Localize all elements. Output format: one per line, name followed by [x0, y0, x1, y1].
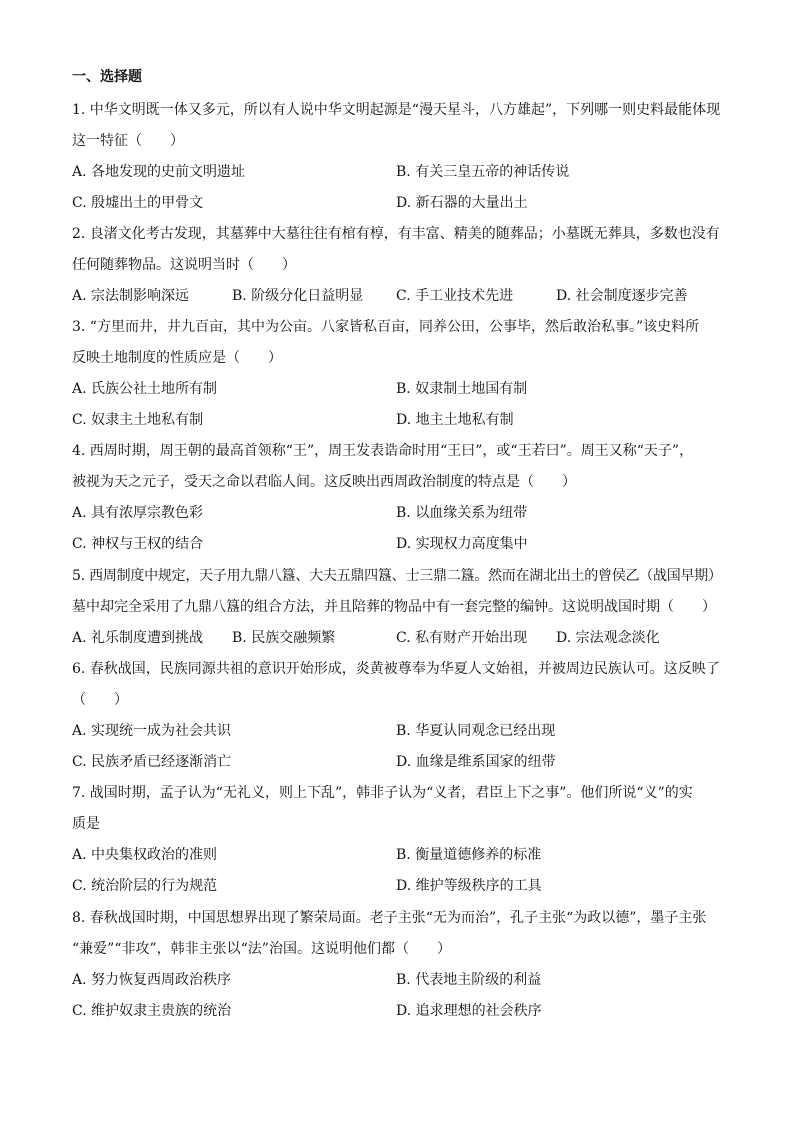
- question-8-line-2: “兼爱”“非攻”，韩非主张以“法”治国。这说明他们都（ ）: [72, 941, 451, 957]
- question-4-option-d: D. 实现权力高度集中: [396, 536, 528, 552]
- question-6-line-2: （ ）: [72, 692, 128, 708]
- question-7-option-a: A. 中央集权政治的准则: [72, 847, 218, 863]
- question-8-option-d: D. 追求理想的社会秩序: [396, 1003, 542, 1019]
- question-3-option-c: C. 奴隶主土地私有制: [72, 412, 204, 428]
- question-2-option-b: B. 阶级分化日益明显: [232, 288, 364, 304]
- question-3-option-b: B. 奴隶制土地国有制: [396, 381, 528, 397]
- question-5-option-d: D. 宗法观念淡化: [556, 630, 660, 646]
- question-1-option-c: C. 殷墟出土的甲骨文: [72, 195, 204, 211]
- question-1-option-b: B. 有关三皇五帝的神话传说: [396, 164, 570, 180]
- section-title: 一、选择题: [72, 69, 142, 85]
- question-4-line-2: 被视为天之元子，受天之命以君临人间。这反映出西周政治制度的特点是（ ）: [72, 474, 576, 490]
- question-3-option-a: A. 氏族公社土地所有制: [72, 381, 218, 397]
- question-3-line-2: 反映土地制度的性质应是（ ）: [72, 350, 282, 366]
- question-4-line-1: 4. 西周时期，周王朝的最高首领称“王”，周王发表诰命时用“王曰”，或“王若曰”。周王又称“天子”，: [72, 443, 694, 459]
- question-4-option-c: C. 神权与王权的结合: [72, 536, 204, 552]
- question-2-line-1: 2. 良渚文化考古发现，其墓葬中大墓往往有棺有椁，有丰富、精美的随葬品；小墓既无葬具，多数也没有: [72, 226, 720, 242]
- question-2-option-c: C. 手工业技术先进: [396, 288, 514, 304]
- question-1-line-1: 1. 中华文明既一体又多元，所以有人说中华文明起源是“漫天星斗，八方雄起”，下列哪一则史料最能体现: [72, 102, 721, 118]
- question-3-line-1: 3. “方里而井，井九百亩，其中为公亩。八家皆私百亩，同养公田，公事毕，然后敢治私事。”该史料所: [72, 319, 700, 335]
- question-5-line-2: 墓中却完全采用了九鼎八簋的组合方法，并且陪葬的物品中有一套完整的编钟。这说明战国时期（ ）: [72, 599, 716, 615]
- question-8-line-1: 8. 春秋战国时期，中国思想界出现了繁荣局面。老子主张“无为而治”，孔子主张“为政以德”，墨子主张: [72, 910, 707, 926]
- question-3-option-d: D. 地主土地私有制: [396, 412, 514, 428]
- question-5-option-c: C. 私有财产开始出现: [396, 630, 528, 646]
- question-2-option-d: D. 社会制度逐步完善: [556, 288, 688, 304]
- question-1-option-d: D. 新石器的大量出土: [396, 195, 528, 211]
- question-5-option-b: B. 民族交融频繁: [232, 630, 336, 646]
- question-2-option-a: A. 宗法制影响深远: [72, 288, 190, 304]
- question-2-line-2: 任何随葬物品。这说明当时（ ）: [72, 257, 296, 273]
- question-6-line-1: 6. 春秋战国，民族同源共祖的意识开始形成，炎黄被尊奉为华夏人文始祖，并被周边民族认可。这反映了: [72, 661, 720, 677]
- question-7-line-2: 质是: [72, 816, 100, 832]
- question-7-option-b: B. 衡量道德修养的标准: [396, 847, 542, 863]
- question-1-line-2: 这一特征（ ）: [72, 133, 184, 149]
- question-6-option-c: C. 民族矛盾已经逐渐消亡: [72, 754, 232, 770]
- question-8-option-b: B. 代表地主阶级的利益: [396, 972, 542, 988]
- question-8-option-a: A. 努力恢复西周政治秩序: [72, 972, 232, 988]
- question-8-option-c: C. 维护奴隶主贵族的统治: [72, 1003, 232, 1019]
- question-7-option-c: C. 统治阶层的行为规范: [72, 878, 218, 894]
- question-6-option-d: D. 血缘是维系国家的纽带: [396, 754, 556, 770]
- question-1-option-a: A. 各地发现的史前文明遗址: [72, 164, 246, 180]
- question-7-line-1: 7. 战国时期，孟子认为“无礼义，则上下乱”，韩非子认为“义者，君臣上下之事”。他们所说“义”的实: [72, 785, 693, 801]
- question-6-option-b: B. 华夏认同观念已经出现: [396, 723, 556, 739]
- question-5-option-a: A. 礼乐制度遭到挑战: [72, 630, 204, 646]
- question-5-line-1: 5. 西周制度中规定，天子用九鼎八簋、大夫五鼎四簋、士三鼎二簋。然而在湖北出土的曾侯乙（战国早期）: [72, 568, 722, 584]
- question-4-option-b: B. 以血缘关系为纽带: [396, 505, 528, 521]
- question-4-option-a: A. 具有浓厚宗教色彩: [72, 505, 204, 521]
- question-6-option-a: A. 实现统一成为社会共识: [72, 723, 232, 739]
- question-7-option-d: D. 维护等级秩序的工具: [396, 878, 542, 894]
